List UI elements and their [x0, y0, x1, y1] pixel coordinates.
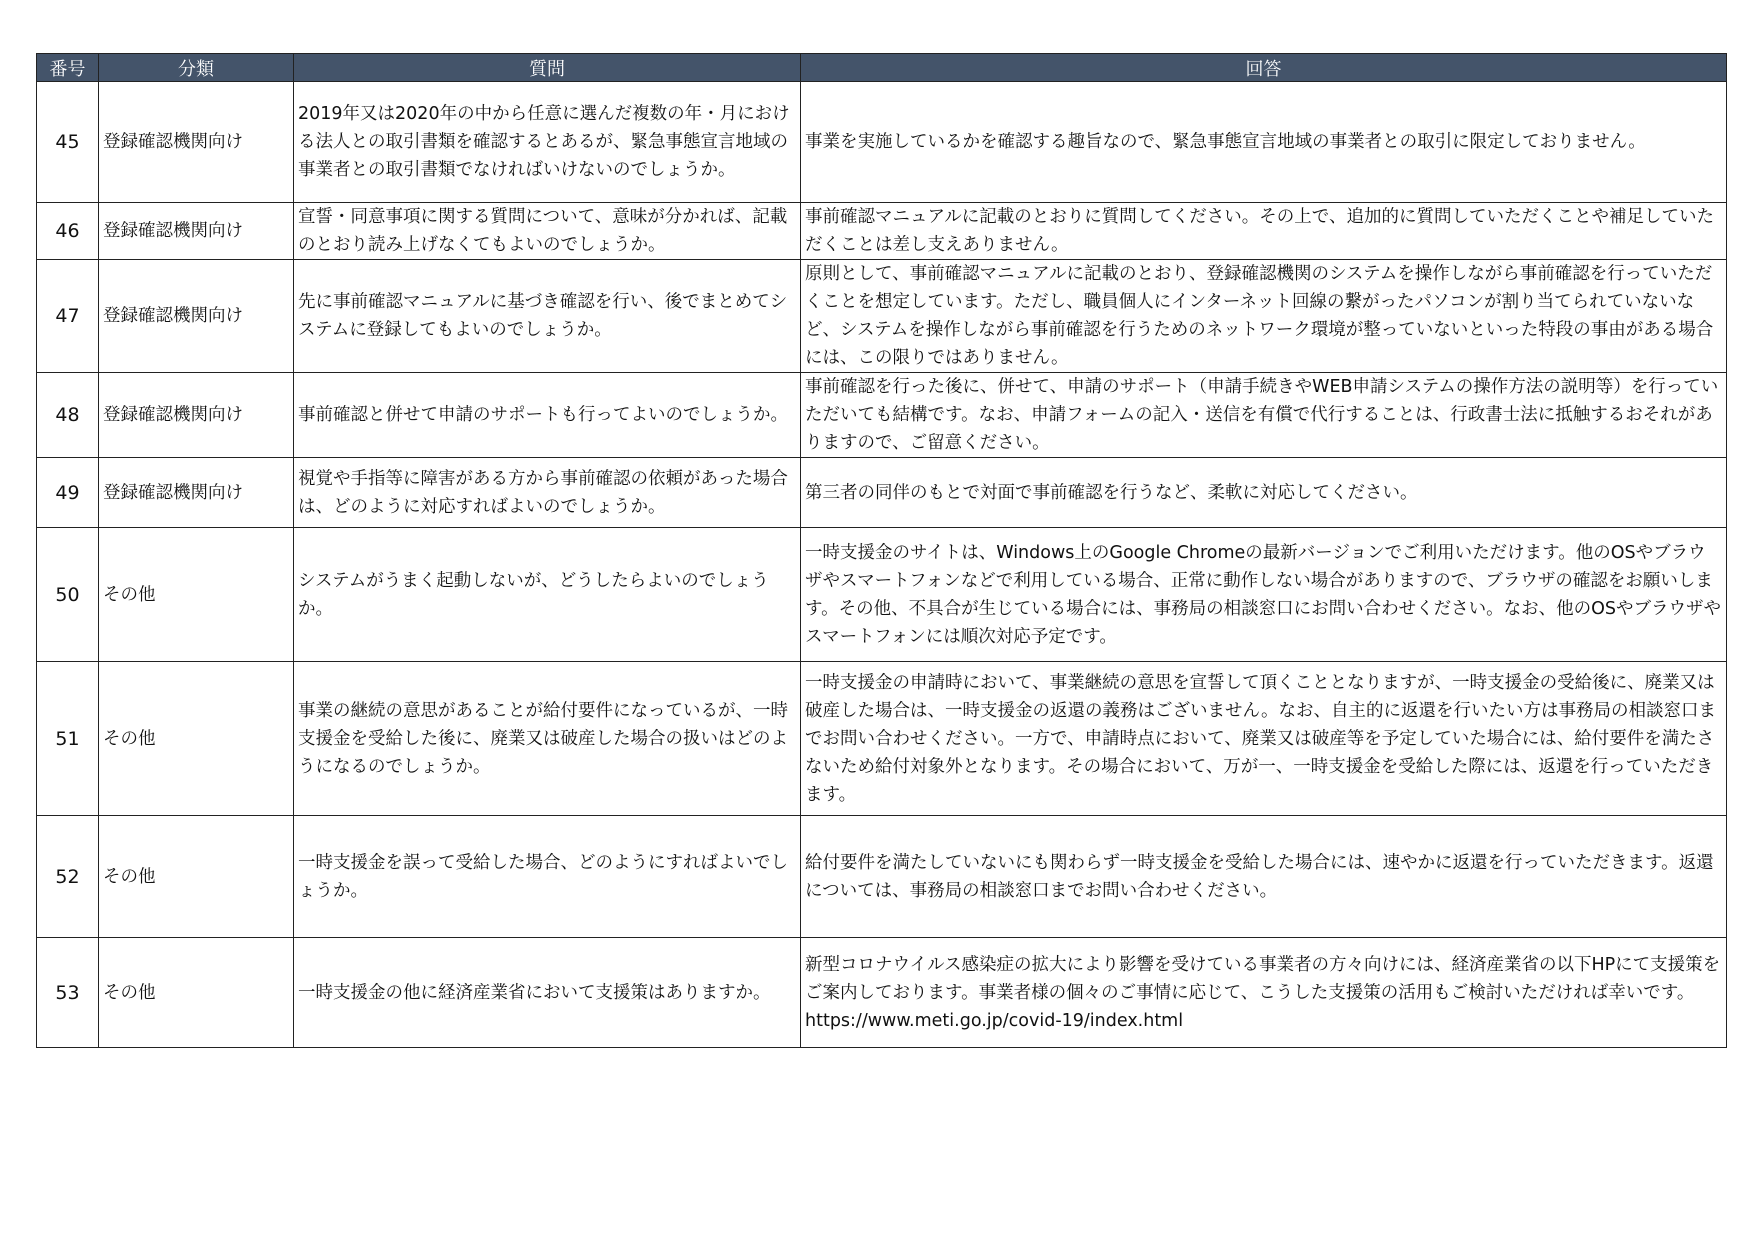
row-number: 52 [37, 816, 99, 938]
table-row [37, 82, 1727, 203]
answer-link: https://www.meti.go.jp/covid-19/index.html [805, 1010, 1184, 1031]
row-answer: 原則として、事前確認マニュアルに記載のとおり、登録確認機関のシステムを操作しながら事前確認を行っていただくことを想定しています。ただし、職員個人にインターネット回線の繋がったパソコンが割り当てられていないなど、システムを操作しながら事前確認を行うためのネットワーク環境が整っていないといった特段の事由がある場合には、この限りではありません。 [801, 260, 1727, 373]
row-question: 2019年又は2020年の中から任意に選んだ複数の年・月における法人との取引書類を確認するとあるが、緊急事態宣言地域の事業者との取引書類でなければいけないのでしょうか。 [294, 82, 801, 203]
table-row [37, 528, 1727, 662]
header-row [37, 54, 1727, 82]
row-category: 登録確認機関向け [99, 82, 294, 203]
faq-table-body [37, 82, 1727, 1048]
row-question: システムがうまく起動しないが、どうしたらよいのでしょうか。 [294, 528, 801, 662]
header-number: 番号 [37, 54, 99, 82]
row-number: 47 [37, 260, 99, 373]
row-category: その他 [99, 662, 294, 816]
row-category: その他 [99, 528, 294, 662]
row-question: 先に事前確認マニュアルに基づき確認を行い、後でまとめてシステムに登録してもよいのでしょうか。 [294, 260, 801, 373]
table-row [37, 662, 1727, 816]
answer-text: 新型コロナウイルス感染症の拡大により影響を受けている事業者の方々向けには、経済産業省の以下HPにて支援策をご案内しております。事業者様の個々のご事情に応じて、こうした支援策の活用もご検討いただければ幸いです。 [805, 954, 1721, 1003]
row-question: 宣誓・同意事項に関する質問について、意味が分かれば、記載のとおり読み上げなくてもよいのでしょうか。 [294, 203, 801, 260]
table-row [37, 938, 1727, 1048]
row-question: 一時支援金を誤って受給した場合、どのようにすればよいでしょうか。 [294, 816, 801, 938]
faq-table-header [37, 54, 1727, 82]
table-row [37, 458, 1727, 528]
row-number: 49 [37, 458, 99, 528]
row-answer: 事業を実施しているかを確認する趣旨なので、緊急事態宣言地域の事業者との取引に限定しておりません。 [801, 82, 1727, 203]
table-row [37, 373, 1727, 458]
row-question: 事前確認と併せて申請のサポートも行ってよいのでしょうか。 [294, 373, 801, 458]
faq-sheet [36, 53, 1726, 1048]
row-answer: 第三者の同伴のもとで対面で事前確認を行うなど、柔軟に対応してください。 [801, 458, 1727, 528]
header-question: 質問 [294, 54, 801, 82]
row-number: 46 [37, 203, 99, 260]
row-category: その他 [99, 816, 294, 938]
row-category: 登録確認機関向け [99, 373, 294, 458]
row-number: 51 [37, 662, 99, 816]
row-answer: 給付要件を満たしていないにも関わらず一時支援金を受給した場合には、速やかに返還を行っていただきます。返還については、事務局の相談窓口までお問い合わせください。 [801, 816, 1727, 938]
table-row [37, 260, 1727, 373]
row-question: 一時支援金の他に経済産業省において支援策はありますか。 [294, 938, 801, 1048]
row-answer: 事前確認を行った後に、併せて、申請のサポート（申請手続きやWEB申請システムの操作方法の説明等）を行っていただいても結構です。なお、申請フォームの記入・送信を有償で代行することは、行政書士法に抵触するおそれがありますので、ご留意ください。 [801, 373, 1727, 458]
table-row [37, 203, 1727, 260]
row-number: 53 [37, 938, 99, 1048]
table-row [37, 816, 1727, 938]
row-question: 視覚や手指等に障害がある方から事前確認の依頼があった場合は、どのように対応すればよいのでしょうか。 [294, 458, 801, 528]
row-answer [801, 938, 1727, 1048]
row-answer: 一時支援金のサイトは、Windows上のGoogle Chromeの最新バージョンでご利用いただけます。他のOSやブラウザやスマートフォンなどで利用している場合、正常に動作しない場合がありますので、ブラウザの確認をお願いします。その他、不具合が生じている場合には、事務局の相談窓口にお問い合わせください。なお、他のOSやブラウザやスマートフォンには順次対応予定です。 [801, 528, 1727, 662]
row-category: 登録確認機関向け [99, 203, 294, 260]
header-answer: 回答 [801, 54, 1727, 82]
faq-table [36, 53, 1727, 1048]
row-number: 50 [37, 528, 99, 662]
row-answer: 一時支援金の申請時において、事業継続の意思を宣誓して頂くこととなりますが、一時支援金の受給後に、廃業又は破産した場合は、一時支援金の返還の義務はございません。なお、自主的に返還を行いたい方は事務局の相談窓口までお問い合わせください。一方で、申請時点において、廃業又は破産等を予定していた場合には、給付要件を満たさないため給付対象外となります。その場合において、万が一、一時支援金を受給した際には、返還を行っていただきます。 [801, 662, 1727, 816]
row-number: 45 [37, 82, 99, 203]
row-category: その他 [99, 938, 294, 1048]
header-category: 分類 [99, 54, 294, 82]
row-question: 事業の継続の意思があることが給付要件になっているが、一時支援金を受給した後に、廃業又は破産した場合の扱いはどのようになるのでしょうか。 [294, 662, 801, 816]
row-number: 48 [37, 373, 99, 458]
row-answer: 事前確認マニュアルに記載のとおりに質問してください。その上で、追加的に質問していただくことや補足していただくことは差し支えありません。 [801, 203, 1727, 260]
row-category: 登録確認機関向け [99, 458, 294, 528]
row-category: 登録確認機関向け [99, 260, 294, 373]
